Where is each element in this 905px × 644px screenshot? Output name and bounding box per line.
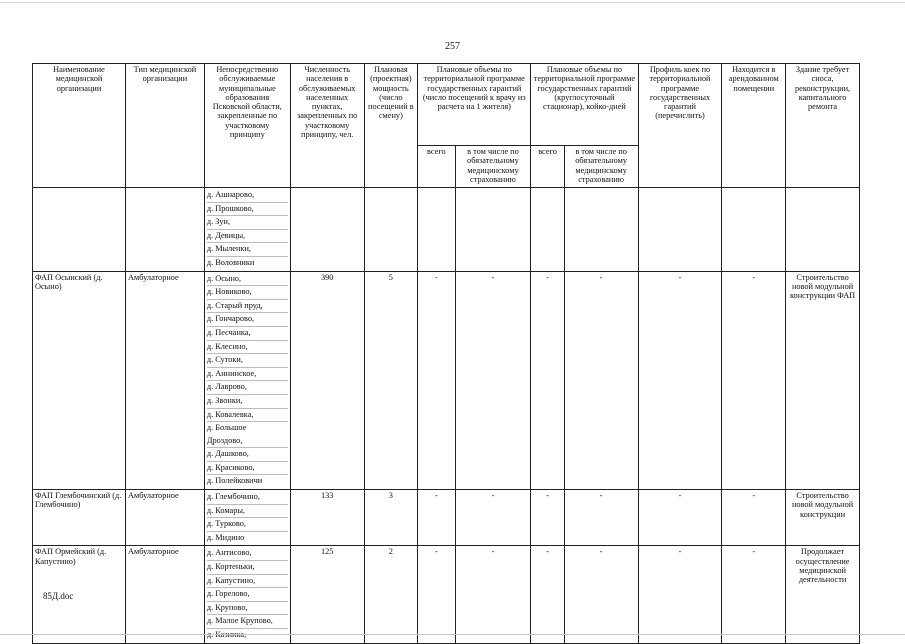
settlement: д. Дашково,	[207, 448, 288, 462]
cell-settlements	[204, 490, 290, 546]
cell-v2-total: -	[531, 490, 564, 546]
cell-v1-total: -	[418, 546, 455, 643]
cell-v1-oms: -	[455, 546, 531, 643]
settlement: д. Звонки,	[207, 395, 288, 409]
table-row	[33, 546, 860, 643]
settlement: д. Мыленки,	[207, 243, 288, 257]
settlement: д. Красиково,	[207, 462, 288, 476]
cell-v2-oms: -	[564, 271, 638, 490]
cell-population: 133	[290, 490, 364, 546]
table-row	[33, 271, 860, 490]
settlement: д. Воловники	[206, 257, 255, 267]
cell-building	[786, 188, 860, 272]
settlement: д. Прошково,	[207, 203, 288, 217]
cell-rented: -	[722, 271, 786, 490]
col-rented: Находится в арендованном помещении	[722, 64, 786, 188]
settlement: д. Турково,	[207, 518, 288, 532]
settlement: д. Песчанка,	[207, 327, 288, 341]
facilities-table	[32, 63, 860, 644]
footer-filename: 85Д.doc	[43, 591, 74, 601]
table-row	[33, 188, 860, 272]
cell-building: Продолжает осуществление медицинской деятельности	[786, 546, 860, 643]
cell-building: Строительство новой модульной конструкции ФАП	[786, 271, 860, 490]
scan-edge-bottom	[0, 634, 905, 635]
page-number: 257	[445, 41, 460, 52]
cell-v2-oms: -	[564, 490, 638, 546]
cell-v2-total	[531, 188, 564, 272]
settlement: д. Клесино,	[207, 341, 288, 355]
cell-settlements	[204, 546, 290, 643]
cell-org-type: Амбулаторное	[126, 490, 205, 546]
cell-settlements	[204, 271, 290, 490]
cell-org-type: Амбулаторное	[126, 271, 205, 490]
settlement: д. Полейковичи	[206, 476, 263, 486]
col-v1-oms: в том числе по обязательному медицинскому страхованию	[455, 146, 531, 188]
col-v2-total: всего	[531, 146, 564, 188]
cell-rented: -	[722, 546, 786, 643]
settlement: д. Ашнарово,	[207, 189, 288, 203]
cell-org-type	[126, 188, 205, 272]
cell-rented: -	[722, 490, 786, 546]
cell-v1-total	[418, 188, 455, 272]
col-volume-outpatient: Плановые объемы по территориальной программе государственных гарантий (число посещений к врачу из расчета на 1 жителя)	[418, 64, 531, 146]
cell-profile	[638, 188, 722, 272]
col-v1-total: всего	[418, 146, 455, 188]
cell-org-name: ФАП Осыиский (д. Осыно)	[33, 271, 126, 490]
cell-rented	[722, 188, 786, 272]
settlement: д. Аннинское,	[207, 368, 288, 382]
cell-capacity: 5	[364, 271, 418, 490]
cell-v1-oms: -	[455, 490, 531, 546]
settlement: д. Малое Крупово,	[207, 615, 288, 629]
cell-profile: -	[638, 490, 722, 546]
scan-edge-top	[0, 2, 905, 3]
cell-population	[290, 188, 364, 272]
cell-v1-oms	[455, 188, 531, 272]
cell-org-name: ФАП Ормейский (д. Капустино)	[33, 546, 126, 643]
cell-capacity: 3	[364, 490, 418, 546]
col-org-name: Наименование медицинской организации	[33, 64, 126, 188]
settlement: д. Ковалевка,	[207, 409, 288, 423]
cell-v1-total: -	[418, 271, 455, 490]
table-row	[33, 490, 860, 546]
col-org-type: Тип медицинской организации	[126, 64, 205, 188]
settlement: д. Капустино,	[207, 575, 288, 589]
header-row	[33, 64, 860, 146]
settlement: д. Горелово,	[207, 588, 288, 602]
settlement: д. Крупово,	[207, 602, 288, 616]
col-capacity: Плановая (проектная) мощность (число посещений в смену)	[364, 64, 418, 188]
settlement: д. Осыно,	[207, 273, 288, 287]
settlement: д. Глембочино,	[207, 491, 288, 505]
settlement: д. Комары,	[207, 505, 288, 519]
cell-v2-oms	[564, 188, 638, 272]
settlement: д. Большое	[206, 423, 247, 433]
cell-v2-oms: -	[564, 546, 638, 643]
cell-profile: -	[638, 271, 722, 490]
settlement: д. Зуи,	[207, 216, 288, 230]
settlement: д. Мидино	[206, 532, 245, 542]
cell-capacity	[364, 188, 418, 272]
col-population: Численность населения в обслуживаемых населенных пунктах, закрепленных по участковому принципу, чел.	[290, 64, 364, 188]
cell-capacity: 2	[364, 546, 418, 643]
cell-v2-total: -	[531, 271, 564, 490]
cell-profile: -	[638, 546, 722, 643]
col-settlements: Непосредственно обслуживаемые муниципальные образования Псковской области, закрепленные по участковому принципу	[204, 64, 290, 188]
settlement: д. Лаврово,	[207, 381, 288, 395]
col-bed-profile: Профиль коек по территориальной программе государственных гарантий (перечислить)	[638, 64, 722, 188]
settlement: Дроздово,	[207, 435, 288, 449]
cell-population: 390	[290, 271, 364, 490]
settlement: д. Сутоки,	[207, 354, 288, 368]
cell-settlements	[204, 188, 290, 272]
col-v2-oms: в том числе по обязательному медицинскому страхованию	[564, 146, 638, 188]
settlement: д. Старый пруд,	[207, 300, 288, 314]
settlement: д. Новиково,	[207, 286, 288, 300]
cell-building: Строительство новой модульной конструкции	[786, 490, 860, 546]
cell-org-name: ФАП Глембочинский (д. Глембочино)	[33, 490, 126, 546]
cell-org-name	[33, 188, 126, 272]
cell-population: 125	[290, 546, 364, 643]
col-building: Здание требует сноса, реконструкции, капитального ремонта	[786, 64, 860, 188]
cell-org-type: Амбулаторное	[126, 546, 205, 643]
cell-v1-total: -	[418, 490, 455, 546]
settlement: д. Кортеньки,	[207, 561, 288, 575]
col-volume-inpatient: Плановые объемы по территориальной программе государственных гарантий (круглосуточный стационар), койко-дней	[531, 64, 638, 146]
settlement: д. Антисово,	[207, 547, 288, 561]
cell-v1-oms: -	[455, 271, 531, 490]
cell-v2-total: -	[531, 546, 564, 643]
settlement: д. Девицы,	[207, 230, 288, 244]
settlement: д. Гончарово,	[207, 313, 288, 327]
